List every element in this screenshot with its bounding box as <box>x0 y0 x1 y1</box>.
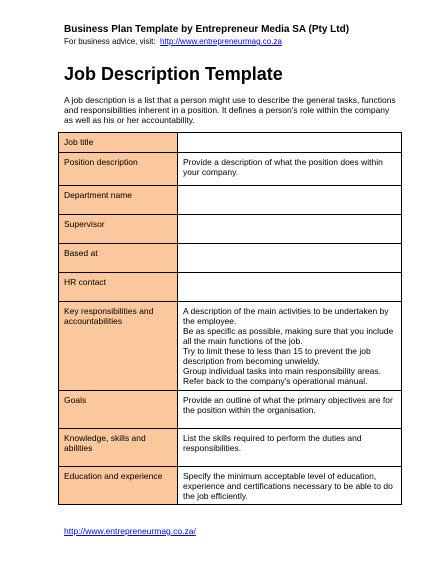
row-value-cell[interactable] <box>178 153 402 186</box>
table-row <box>59 244 402 273</box>
table-row <box>59 186 402 215</box>
advice-prefix: For business advice, visit: <box>64 37 156 46</box>
job-description-table <box>58 132 402 505</box>
row-label: Department name <box>59 186 178 215</box>
row-value-cell[interactable] <box>178 273 402 302</box>
table-row <box>59 153 402 186</box>
row-value-cell[interactable] <box>178 302 402 391</box>
table-row <box>59 429 402 467</box>
row-value-cell[interactable] <box>178 467 402 505</box>
row-value-cell[interactable] <box>178 215 402 244</box>
intro-paragraph: A job description is a list that a person might use to describe the general tasks, functions and responsibilities inherent in a position. It defines a person's role within the company as well as his or her accountability. <box>64 95 396 125</box>
row-label: Position description <box>59 153 178 186</box>
row-guidance-text: Be as specific as possible, making sure that you include all the main functions of the job. <box>183 326 394 346</box>
table-row <box>59 273 402 302</box>
table-row <box>59 133 402 153</box>
table-row <box>59 391 402 429</box>
row-label: Based at <box>59 244 178 273</box>
header-title: Business Plan Template by Entrepreneur Media SA (Pty Ltd) <box>64 24 350 35</box>
row-label: Knowledge, skills and abilities <box>59 429 178 467</box>
footer-website-link[interactable]: http://www.entrepreneurmag.co.za/ <box>64 526 196 536</box>
row-value-cell[interactable] <box>178 391 402 429</box>
header-website-link[interactable]: http://www.entrepreneurmag.co.za <box>160 37 282 46</box>
row-value-cell[interactable] <box>178 133 402 153</box>
row-guidance-text: Provide an outline of what the primary objectives are for the position within the organisation. <box>183 395 393 415</box>
row-guidance-text: Provide a description of what the position does within your company. <box>183 157 383 177</box>
row-value-cell[interactable] <box>178 186 402 215</box>
page-title: Job Description Template <box>64 64 283 84</box>
row-label: Job title <box>59 133 178 153</box>
table-row <box>59 215 402 244</box>
row-label: Goals <box>59 391 178 429</box>
row-label: HR contact <box>59 273 178 302</box>
table-row <box>59 302 402 391</box>
row-guidance-text: Specify the minimum acceptable level of education, experience and certifications necessary to be able to do the job efficiently. <box>183 471 393 501</box>
table-row <box>59 467 402 505</box>
row-label: Supervisor <box>59 215 178 244</box>
row-label: Education and experience <box>59 467 178 505</box>
header-advice <box>64 37 282 46</box>
row-guidance-text: Group individual tasks into main responsibility areas. Refer back to the company's operational manual. <box>183 366 381 386</box>
row-guidance-text: Try to limit these to less than 15 to prevent the job description from becoming unwieldy. <box>183 346 371 366</box>
row-value-cell[interactable] <box>178 429 402 467</box>
row-label: Key responsibilities and accountabilities <box>59 302 178 391</box>
row-guidance-text: List the skills required to perform the duties and responsibilities. <box>183 433 362 453</box>
row-value-cell[interactable] <box>178 244 402 273</box>
row-guidance-text: A description of the main activities to be undertaken by the employee. <box>183 306 389 326</box>
